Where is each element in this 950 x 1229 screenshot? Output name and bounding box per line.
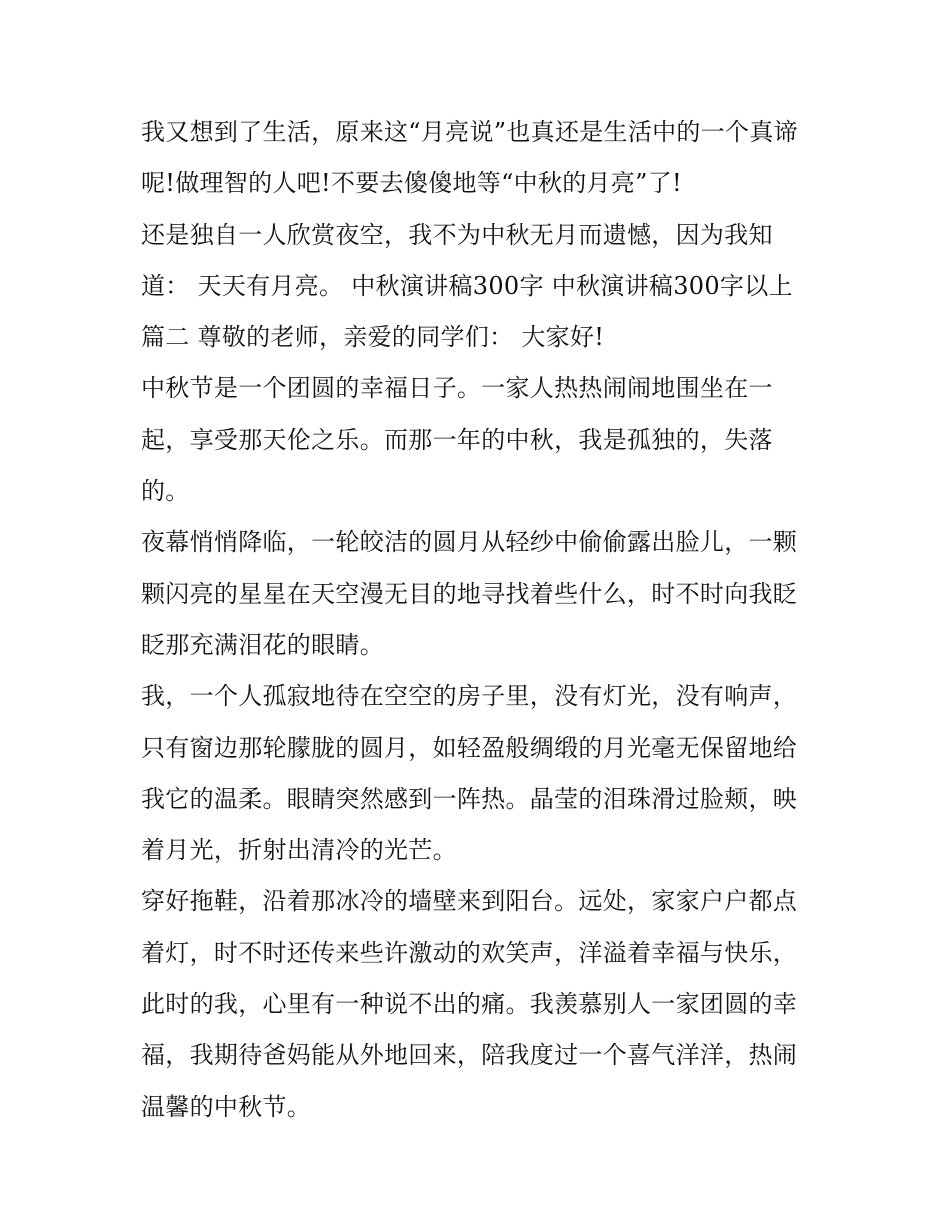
text-line: 我又想到了生活，原来这“月亮说”也真还是生活中的一个真谛	[141, 118, 798, 146]
body-text	[141, 107, 821, 1133]
text-line: 温馨的中秋节。	[141, 1092, 312, 1121]
text-line: 着灯，时不时还传来些许激动的欢笑声，洋溢着幸福与快乐，	[141, 938, 798, 967]
text-line: 起，享受那天伦之乐。而那一年的中秋，我是孤独的，失落	[141, 425, 773, 454]
text-line: 只有窗边那轮朦胧的圆月，如轻盈般绸缎的月光毫无保留地给	[141, 733, 798, 762]
text-line: 福，我期待爸妈能从外地回来，陪我度过一个喜气洋洋，热闹	[141, 1041, 798, 1070]
text-line: 着月光，折射出清冷的光芒。	[141, 836, 457, 865]
text-line: 呢!做理智的人吧!不要去傻傻地等“中秋的月亮”了!	[141, 169, 682, 198]
text-line: 我，一个人孤寂地待在空空的房子里，没有灯光，没有响声，	[141, 682, 798, 711]
text-line: 眨那充满泪花的眼睛。	[141, 630, 384, 659]
text-line: 颗闪亮的星星在天空漫无目的地寻找着些什么，时不时向我眨	[141, 579, 798, 608]
text-line: 道： 天天有月亮。 中秋演讲稿300字 中秋演讲稿300字以上	[141, 271, 793, 300]
text-line: 夜幕悄悄降临，一轮皎洁的圆月从轻纱中偷偷露出脸儿，一颗	[141, 528, 798, 557]
text-line: 中秋节是一个团圆的幸福日子。一家人热热闹闹地围坐在一	[141, 374, 773, 403]
text-line: 穿好拖鞋，沿着那冰冷的墙壁来到阳台。远处，家家户户都点	[141, 887, 798, 916]
text-line: 此时的我，心里有一种说不出的痛。我羡慕别人一家团圆的幸	[141, 990, 798, 1019]
text-line: 篇二 尊敬的老师，亲爱的同学们： 大家好!	[141, 323, 605, 352]
text-line: 我它的温柔。眼睛突然感到一阵热。晶莹的泪珠滑过脸颊，映	[141, 784, 798, 813]
text-line: 还是独自一人欣赏夜空，我不为中秋无月而遗憾，因为我知	[141, 220, 773, 249]
text-line: 的。	[141, 477, 190, 506]
